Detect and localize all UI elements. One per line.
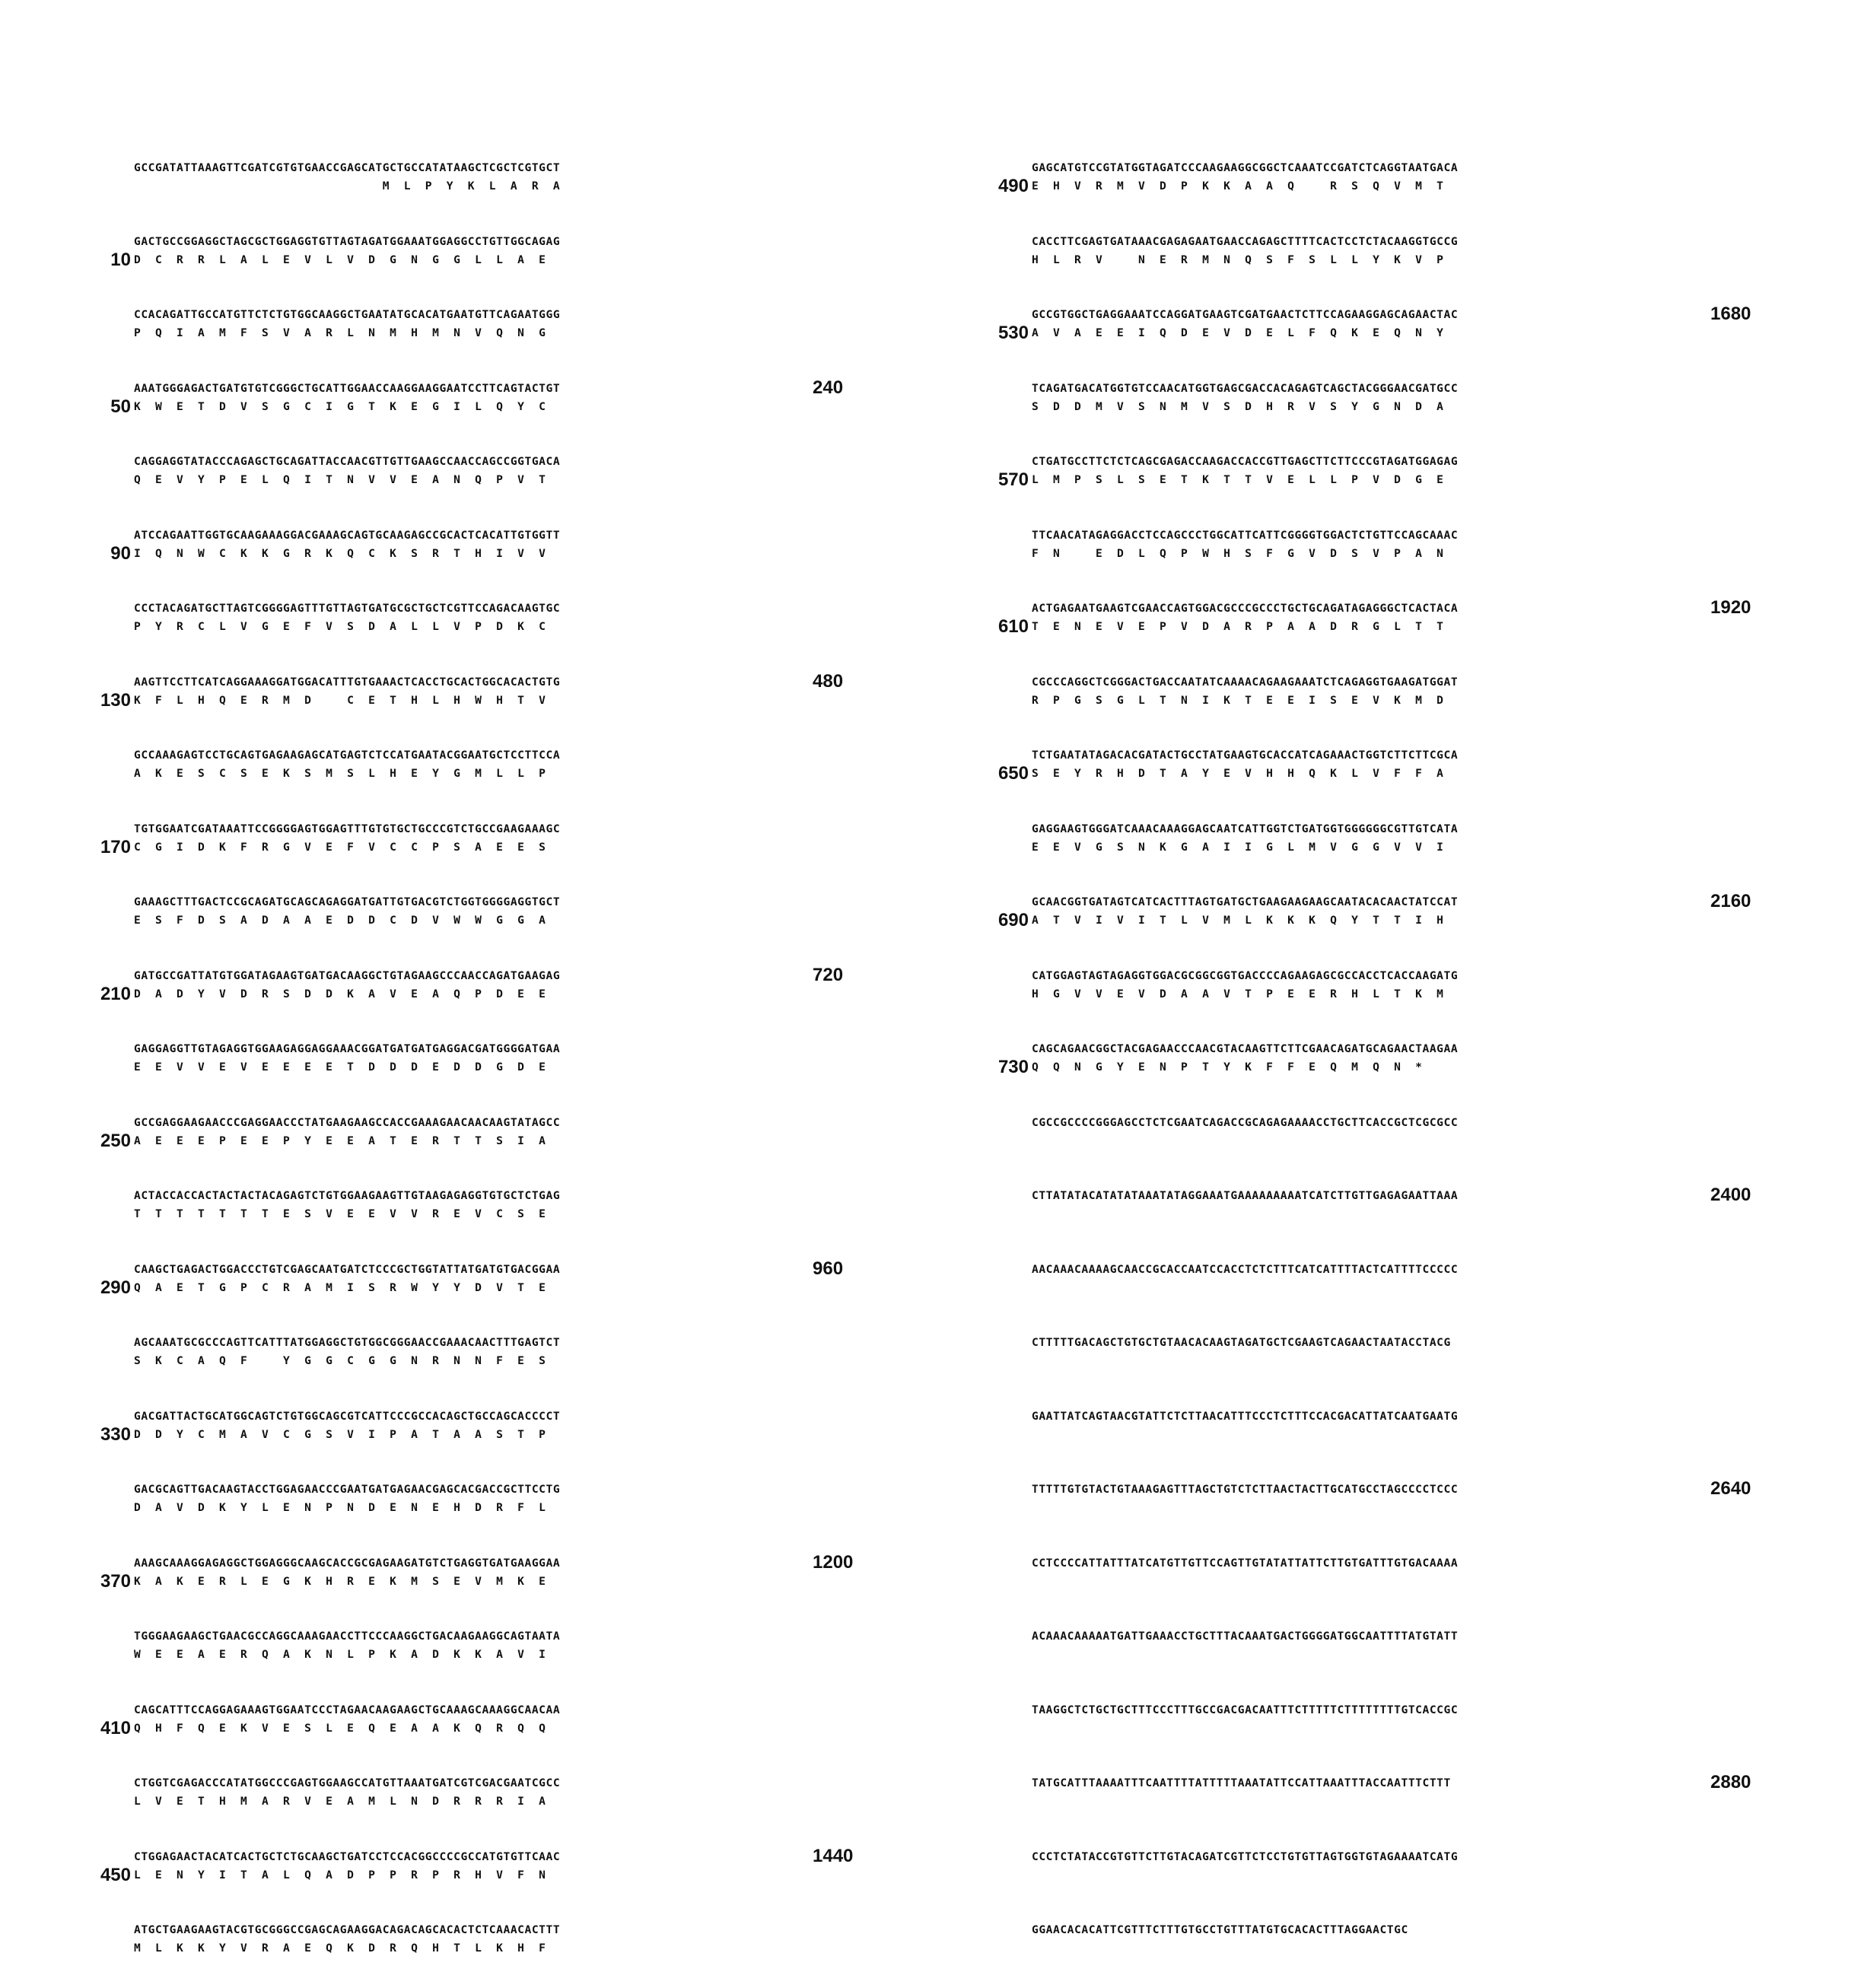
sequence-block bbox=[989, 1767, 1811, 1841]
nucleotide-sequence: ACTACCACCACTACTACTACAGAGTCTGTGGAAGAAGTTGTAAGAGAGGTGTGCTCTGAG bbox=[134, 1189, 561, 1202]
sequence-block bbox=[989, 960, 1811, 1034]
sequence-block bbox=[989, 593, 1811, 666]
amino-acid-translation: T T T T T T T E S V E E V V R E V C S E bbox=[134, 1207, 546, 1220]
nucleotide-sequence: TGTGGAATCGATAAATTCCGGGGAGTGGAGTTTGTGTGCTGCCCGTCTGCCGAAGAAAGC bbox=[134, 822, 561, 835]
amino-acid-translation: S K C A Q F Y G G C G G N R N N F E S bbox=[134, 1354, 546, 1367]
sequence-block bbox=[91, 593, 913, 666]
sequence-block bbox=[989, 1474, 1811, 1547]
sequence-block bbox=[989, 1547, 1811, 1621]
nucleotide-sequence: CACCTTCGAGTGATAAACGAGAGAATGAACCAGAGCTTTTCACTCCTCTACAAGGTGCCG bbox=[1032, 234, 1459, 248]
sequence-block bbox=[91, 1694, 913, 1768]
amino-acid-position-number: 370 bbox=[100, 1570, 131, 1592]
nucleotide-sequence: AAATGGGAGACTGATGTGTCGGGCTGCATTGGAACCAAGGAAGGAATCCTTCAGTACTGT bbox=[134, 381, 561, 395]
amino-acid-translation: I Q N W C K K G R K Q C K S R T H I V V bbox=[134, 546, 546, 560]
amino-acid-translation: P Q I A M F S V A R L N M H M N V Q N G bbox=[134, 326, 546, 339]
sequence-block bbox=[91, 1401, 913, 1474]
sequence-block bbox=[989, 373, 1811, 447]
amino-acid-translation: E E V V E V E E E E T D D D E D D G D E bbox=[134, 1061, 546, 1074]
sequence-block bbox=[989, 1254, 1811, 1328]
amino-acid-translation: T E N E V E P V D A R P A A D R G L T T bbox=[1032, 620, 1444, 633]
sequence-block bbox=[989, 813, 1811, 887]
sequence-block bbox=[91, 1621, 913, 1694]
amino-acid-translation: K W E T D V S G C I G T K E G I L Q Y C bbox=[134, 399, 546, 413]
nucleotide-sequence: GAGGAGGTTGTAGAGGTGGAAGAGGAGGAAACGGATGATGATGAGGACGATGGGGATGAA bbox=[134, 1042, 561, 1055]
nucleotide-sequence: GATGCCGATTATGTGGATAGAAGTGATGACAAGGCTGTAGAAGCCCAACCAGATGAAGAG bbox=[134, 969, 561, 982]
amino-acid-translation: E H V R M V D P K K A A Q R S Q V M T bbox=[1032, 180, 1444, 192]
sequence-block bbox=[91, 1327, 913, 1401]
sequence-block bbox=[989, 1914, 1811, 1988]
sequence-block bbox=[91, 813, 913, 887]
nucleotide-sequence: CCCTACAGATGCTTAGTCGGGGAGTTTGTTAGTGATGCGCTGCTCGTTCCAGACAAGTGC bbox=[134, 602, 561, 615]
nucleotide-sequence: CTTTTTGACAGCTGTGCTGTAACACAAGTAGATGCTCGAAGTCAGAACTAATACCTACG bbox=[1032, 1336, 1451, 1349]
nucleotide-sequence: ATGCTGAAGAAGTACGTGCGGGCCGAGCAGAAGGACAGACAGCACACTCTCAAACACTTT bbox=[134, 1923, 561, 1936]
sequence-block bbox=[989, 152, 1811, 226]
amino-acid-translation: M L K K Y V R A E Q K D R Q H T L K H F bbox=[134, 1942, 546, 1955]
amino-acid-translation: Q Q N G Y E N P T Y K F F E Q M Q N * bbox=[1032, 1061, 1423, 1074]
amino-acid-position-number: 250 bbox=[100, 1130, 131, 1151]
nucleotide-position-number: 2640 bbox=[1710, 1478, 1751, 1499]
nucleotide-sequence: GCCGATATTAAAGTTCGATCGTGTGAACCGAGCATGCTGCCATATAAGCTCGCTCGTGCT bbox=[134, 161, 561, 174]
amino-acid-translation: L M P S L S E T K T T V E L L P V D G E bbox=[1032, 473, 1444, 486]
amino-acid-position-number: 570 bbox=[997, 469, 1029, 490]
amino-acid-translation: D A V D K Y L E N P N D E N E H D R F L bbox=[134, 1501, 546, 1514]
nucleotide-sequence: GACGCAGTTGACAAGTACCTGGAGAACCCGAATGATGAGAACGAGCACGACCGCTTCCTG bbox=[134, 1483, 561, 1496]
amino-acid-position-number: 650 bbox=[997, 763, 1029, 784]
amino-acid-position-number: 210 bbox=[100, 983, 131, 1004]
sequence-block bbox=[91, 446, 913, 520]
amino-acid-position-number: 410 bbox=[100, 1717, 131, 1738]
nucleotide-sequence: TTTTTGTGTACTGTAAAGAGTTTAGCTGTCTCTTAACTACTTGCATGCCTAGCCCCTCCC bbox=[1032, 1483, 1459, 1496]
nucleotide-sequence: AAAGCAAAGGAGAGGCTGGAGGGCAAGCACCGCGAGAAGATGTCTGAGGTGATGAAGGAA bbox=[134, 1556, 561, 1570]
sequence-block bbox=[989, 226, 1811, 300]
amino-acid-position-number: 450 bbox=[100, 1864, 131, 1885]
nucleotide-position-number: 2160 bbox=[1710, 891, 1751, 911]
nucleotide-sequence: TATGCATTTAAAATTTCAATTTTATTTTTAAATATTCCATTAAATTTACCAATTTCTTT bbox=[1032, 1776, 1451, 1789]
nucleotide-sequence: TGGGAAGAAGCTGAACGCCAGGCAAAGAACCTTCCCAAGGCTGACAAGAAGGCAGTAATA bbox=[134, 1630, 561, 1643]
amino-acid-translation: H L R V N E R M N Q S F S L L Y K V P bbox=[1032, 253, 1444, 266]
nucleotide-sequence: CCACAGATTGCCATGTTCTCTGTGGCAAGGCTGAATATGCACATGAATGTTCAGAATGGG bbox=[134, 308, 561, 321]
nucleotide-sequence: AAGTTCCTTCATCAGGAAAGGATGGACATTTGTGAAACTCACCTGCACTGGCACACTGTG bbox=[134, 675, 561, 689]
amino-acid-position-number: 10 bbox=[110, 249, 131, 270]
sequence-column-right bbox=[989, 152, 1811, 1988]
amino-acid-position-number: 690 bbox=[997, 910, 1029, 930]
nucleotide-sequence: AGCAAATGCGCCCAGTTCATTTATGGAGGCTGTGGCGGGAACCGAAACAACTTTGAGTCT bbox=[134, 1336, 561, 1349]
amino-acid-translation: F N E D L Q P W H S F G V D S V P A N bbox=[1032, 546, 1444, 560]
amino-acid-position-number: 610 bbox=[997, 616, 1029, 637]
sequence-block bbox=[91, 740, 913, 813]
sequence-block bbox=[989, 740, 1811, 813]
nucleotide-sequence: GAATTATCAGTAACGTATTCTCTTAACATTTCCCTCTTTCCACGACATTATCAATGAATG bbox=[1032, 1409, 1459, 1423]
nucleotide-sequence: GAGGAAGTGGGATCAAACAAAGGAGCAATCATTGGTCTGATGGTGGGGGGCGTTGTCATA bbox=[1032, 822, 1459, 835]
sequence-block bbox=[91, 886, 913, 960]
sequence-column-left bbox=[91, 152, 913, 1988]
amino-acid-translation: D D Y C M A V C G S V I P A T A A S T P bbox=[134, 1427, 546, 1441]
sequence-block bbox=[989, 1033, 1811, 1107]
sequence-block bbox=[91, 1474, 913, 1547]
sequence-block bbox=[989, 1401, 1811, 1474]
amino-acid-translation: D C R R L A L E V L V D G N G G L L A E bbox=[134, 253, 546, 266]
nucleotide-sequence: CAAGCTGAGACTGGACCCTGTCGAGCAATGATCTCCCGCTGGTATTATGATGTGACGGAA bbox=[134, 1262, 561, 1276]
nucleotide-sequence: CTTATATACATATATAAATATAGGAAATGAAAAAAAAATCATCTTGTTGAGAGAATTAAA bbox=[1032, 1189, 1459, 1202]
sequence-block bbox=[989, 1107, 1811, 1181]
amino-acid-translation: Q A E T G P C R A M I S R W Y Y D V T E bbox=[134, 1280, 546, 1294]
amino-acid-translation: R P G S G L T N I K T E E I S E V K M D bbox=[1032, 693, 1444, 707]
sequence-block bbox=[989, 1327, 1811, 1401]
amino-acid-position-number: 90 bbox=[110, 542, 131, 564]
sequence-block bbox=[91, 152, 913, 226]
nucleotide-sequence: CTGGTCGAGACCCATATGGCCCGAGTGGAAGCCATGTTAAATGATCGTCGACGAATCGCC bbox=[134, 1776, 561, 1789]
nucleotide-sequence: CATGGAGTAGTAGAGGTGGACGCGGCGGTGACCCCAGAAGAGCGCCACCTCACCAAGATG bbox=[1032, 969, 1459, 982]
amino-acid-translation: Q H F Q E K V E S L E Q E A A K Q R Q Q bbox=[134, 1721, 546, 1735]
nucleotide-sequence: CAGCAGAACGGCTACGAGAACCCAACGTACAAGTTCTTCGAACAGATGCAGAACTAAGAA bbox=[1032, 1042, 1459, 1055]
sequence-block bbox=[91, 960, 913, 1034]
amino-acid-translation: S D D M V S N M V S D H R V S Y G N D A bbox=[1032, 399, 1444, 413]
amino-acid-translation: A T V I V I T L V M L K K K Q Y T T I H bbox=[1032, 914, 1444, 927]
nucleotide-sequence: GAAAGCTTTGACTCCGCAGATGCAGCAGAGGATGATTGTGACGTCTGGTGGGGAGGTGCT bbox=[134, 895, 561, 908]
nucleotide-sequence: TCTGAATATAGACACGATACTGCCTATGAAGTGCACCATCAGAAACTGGTCTTCTTCGCA bbox=[1032, 749, 1459, 762]
amino-acid-translation: Q E V Y P E L Q I T N V V E A N Q P V T bbox=[134, 473, 546, 486]
nucleotide-sequence: CGCCGCCCCGGGAGCCTCTCGAATCAGACCGCAGAGAAAACCTGCTTCACCGCTCGCGCC bbox=[1032, 1115, 1459, 1129]
amino-acid-position-number: 530 bbox=[997, 323, 1029, 343]
amino-acid-position-number: 290 bbox=[100, 1277, 131, 1298]
nucleotide-sequence: TCAGATGACATGGTGTCCAACATGGTGAGCGACCACAGAGTCAGCTACGGGAACGATGCC bbox=[1032, 381, 1459, 395]
nucleotide-position-number: 1680 bbox=[1710, 304, 1751, 324]
sequence-block bbox=[91, 666, 913, 740]
nucleotide-position-number: 480 bbox=[813, 670, 844, 692]
amino-acid-translation: A K E S C S E K S M S L H E Y G M L L P bbox=[134, 767, 546, 780]
sequence-block bbox=[91, 1547, 913, 1621]
amino-acid-position-number: 50 bbox=[110, 396, 131, 417]
nucleotide-sequence: ACAAACAAAAATGATTGAAACCTGCTTTACAAATGACTGGGGATGGCAATTTTATGTATT bbox=[1032, 1630, 1459, 1643]
nucleotide-position-number: 240 bbox=[813, 377, 844, 398]
sequence-block bbox=[989, 666, 1811, 740]
sequence-block bbox=[91, 520, 913, 593]
amino-acid-translation: A V A E E I Q D E V D E L F Q K E Q N Y bbox=[1032, 326, 1444, 339]
nucleotide-position-number: 960 bbox=[813, 1258, 844, 1279]
nucleotide-sequence: AACAAACAAAAGCAACCGCACCAATCCACCTCTCTTTCATCATTTTACTCATTTTCCCCC bbox=[1032, 1262, 1459, 1276]
amino-acid-position-number: 730 bbox=[997, 1057, 1029, 1077]
nucleotide-sequence: ATCCAGAATTGGTGCAAGAAAGGACGAAAGCAGTGCAAGAGCCGCACTCACATTGTGGTT bbox=[134, 528, 561, 542]
amino-acid-translation: P Y R C L V G E F V S D A L L V P D K C bbox=[134, 620, 546, 633]
amino-acid-translation: H G V V E V D A A V T P E E R H L T K M bbox=[1032, 987, 1444, 1000]
nucleotide-sequence: GCCGAGGAAGAACCCGAGGAACCCTATGAAGAAGCCACCGAAAGAACAACAAGTATAGCC bbox=[134, 1115, 561, 1129]
nucleotide-position-number: 720 bbox=[813, 964, 844, 985]
amino-acid-translation: L V E T H M A R V E A M L N D R R R I A bbox=[134, 1795, 546, 1808]
nucleotide-position-number: 1920 bbox=[1710, 597, 1751, 618]
amino-acid-translation: E E V G S N K G A I I G L M V G G V V I bbox=[1032, 840, 1444, 854]
sequence-block bbox=[989, 299, 1811, 373]
nucleotide-sequence: TTCAACATAGAGGACCTCCAGCCCTGGCATTCATTCGGGGTGGACTCTGTTCCAGCAAAC bbox=[1032, 528, 1459, 542]
nucleotide-sequence: GCCAAAGAGTCCTGCAGTGAGAAGAGCATGAGTCTCCATGAATACGGAATGCTCCTTCCA bbox=[134, 749, 561, 762]
nucleotide-sequence: CAGGAGGTATACCCAGAGCTGCAGATTACCAACGTTGTTGAAGCCAACCAGCCGGTGACA bbox=[134, 455, 561, 468]
nucleotide-sequence: GCCGTGGCTGAGGAAATCCAGGATGAAGTCGATGAACTCTTCCAGAAGGAGCAGAACTAC bbox=[1032, 308, 1459, 321]
nucleotide-position-number: 2400 bbox=[1710, 1185, 1751, 1205]
sequence-block bbox=[91, 1841, 913, 1915]
sequence-block bbox=[91, 1180, 913, 1254]
sequence-block bbox=[989, 446, 1811, 520]
nucleotide-position-number: 2880 bbox=[1710, 1772, 1751, 1792]
nucleotide-sequence: CTGATGCCTTCTCTCAGCGAGACCAAGACCACCGTTGAGCTTCTTCCCGTAGATGGAGAG bbox=[1032, 455, 1459, 468]
amino-acid-translation: W E E A E R Q A K N L P K A D K K A V I bbox=[134, 1648, 546, 1661]
sequence-block bbox=[91, 373, 913, 447]
amino-acid-translation: L E N Y I T A L Q A D P P R P R H V F N bbox=[134, 1868, 546, 1881]
amino-acid-translation: A E E E P E E P Y E E A T E R T T S I A bbox=[134, 1134, 546, 1147]
nucleotide-sequence: GACGATTACTGCATGGCAGTCTGTGGCAGCGTCATTCCCGCCACAGCTGCCAGCACCCCT bbox=[134, 1409, 561, 1423]
nucleotide-sequence: GAGCATGTCCGTATGGTAGATCCCAAGAAGGCGGCTCAAATCCGATCTCAGGTAATGACA bbox=[1032, 161, 1459, 174]
nucleotide-sequence: GGAACACACATTCGTTTCTTTGTGCCTGTTTATGTGCACACTTTAGGAACTGC bbox=[1032, 1923, 1408, 1936]
sequence-block bbox=[91, 1914, 913, 1988]
sequence-block bbox=[91, 226, 913, 300]
sequence-block bbox=[989, 1694, 1811, 1768]
nucleotide-sequence: CTGGAGAACTACATCACTGCTCTGCAAGCTGATCCTCCACGGCCCCGCCATGTGTTCAAC bbox=[134, 1850, 561, 1863]
nucleotide-position-number: 1440 bbox=[813, 1845, 854, 1866]
amino-acid-translation: S E Y R H D T A Y E V H H Q K L V F F A bbox=[1032, 767, 1444, 780]
sequence-block bbox=[91, 1767, 913, 1841]
amino-acid-translation: E S F D S A D A A E D D C D V W W G G A bbox=[134, 914, 546, 927]
sequence-block bbox=[91, 299, 913, 373]
nucleotide-sequence: CGCCCAGGCTCGGGACTGACCAATATCAAAACAGAAGAAATCTCAGAGGTGAAGATGGAT bbox=[1032, 675, 1459, 689]
nucleotide-sequence: GCAACGGTGATAGTCATCACTTTAGTGATGCTGAAGAAGAAGCAATACACAACTATCCAT bbox=[1032, 895, 1459, 908]
amino-acid-position-number: 330 bbox=[100, 1423, 131, 1445]
amino-acid-translation: C G I D K F R G V E F V C C P S A E E S bbox=[134, 840, 546, 854]
amino-acid-translation: D A D Y V D R S D D K A V E A Q P D E E bbox=[134, 987, 546, 1000]
nucleotide-sequence: CCTCCCCATTATTTATCATGTTGTTCCAGTTGTATATTATTCTTGTGATTTGTGACAAAA bbox=[1032, 1556, 1459, 1570]
nucleotide-sequence: GACTGCCGGAGGCTAGCGCTGGAGGTGTTAGTAGATGGAAATGGAGGCCTGTTGGCAGAG bbox=[134, 234, 561, 248]
sequence-block bbox=[989, 1841, 1811, 1915]
amino-acid-translation: K F L H Q E R M D C E T H L H W H T V bbox=[134, 693, 546, 707]
nucleotide-sequence: ACTGAGAATGAAGTCGAACCAGTGGACGCCCGCCCTGCTGCAGATAGAGGGCTCACTACA bbox=[1032, 602, 1459, 615]
amino-acid-translation: K A K E R L E G K H R E K M S E V M K E bbox=[134, 1574, 546, 1588]
nucleotide-sequence: CCCTCTATACCGTGTTCTTGTACAGATCGTTCTCCTGTGTTAGTGGTGTAGAAAATCATG bbox=[1032, 1850, 1459, 1863]
amino-acid-translation: M L P Y K L A R A bbox=[134, 180, 561, 192]
sequence-block bbox=[989, 886, 1811, 960]
nucleotide-sequence: CAGCATTTCCAGGAGAAAGTGGAATCCCTAGAACAAGAAGCTGCAAAGCAAAGGCAACAA bbox=[134, 1703, 561, 1716]
nucleotide-position-number: 1200 bbox=[813, 1551, 854, 1573]
sequence-block bbox=[989, 1621, 1811, 1694]
sequence-block bbox=[989, 520, 1811, 593]
amino-acid-position-number: 490 bbox=[997, 176, 1029, 196]
sequence-block bbox=[91, 1107, 913, 1181]
sequence-block bbox=[989, 1180, 1811, 1254]
sequence-block bbox=[91, 1254, 913, 1328]
nucleotide-sequence: TAAGGCTCTGCTGCTTTCCCTTTGCCGACGACAATTTCTTTTTCTTTTTTTTGTCACCGC bbox=[1032, 1703, 1459, 1716]
sequence-block bbox=[91, 1033, 913, 1107]
amino-acid-position-number: 170 bbox=[100, 836, 131, 857]
amino-acid-position-number: 130 bbox=[100, 689, 131, 711]
